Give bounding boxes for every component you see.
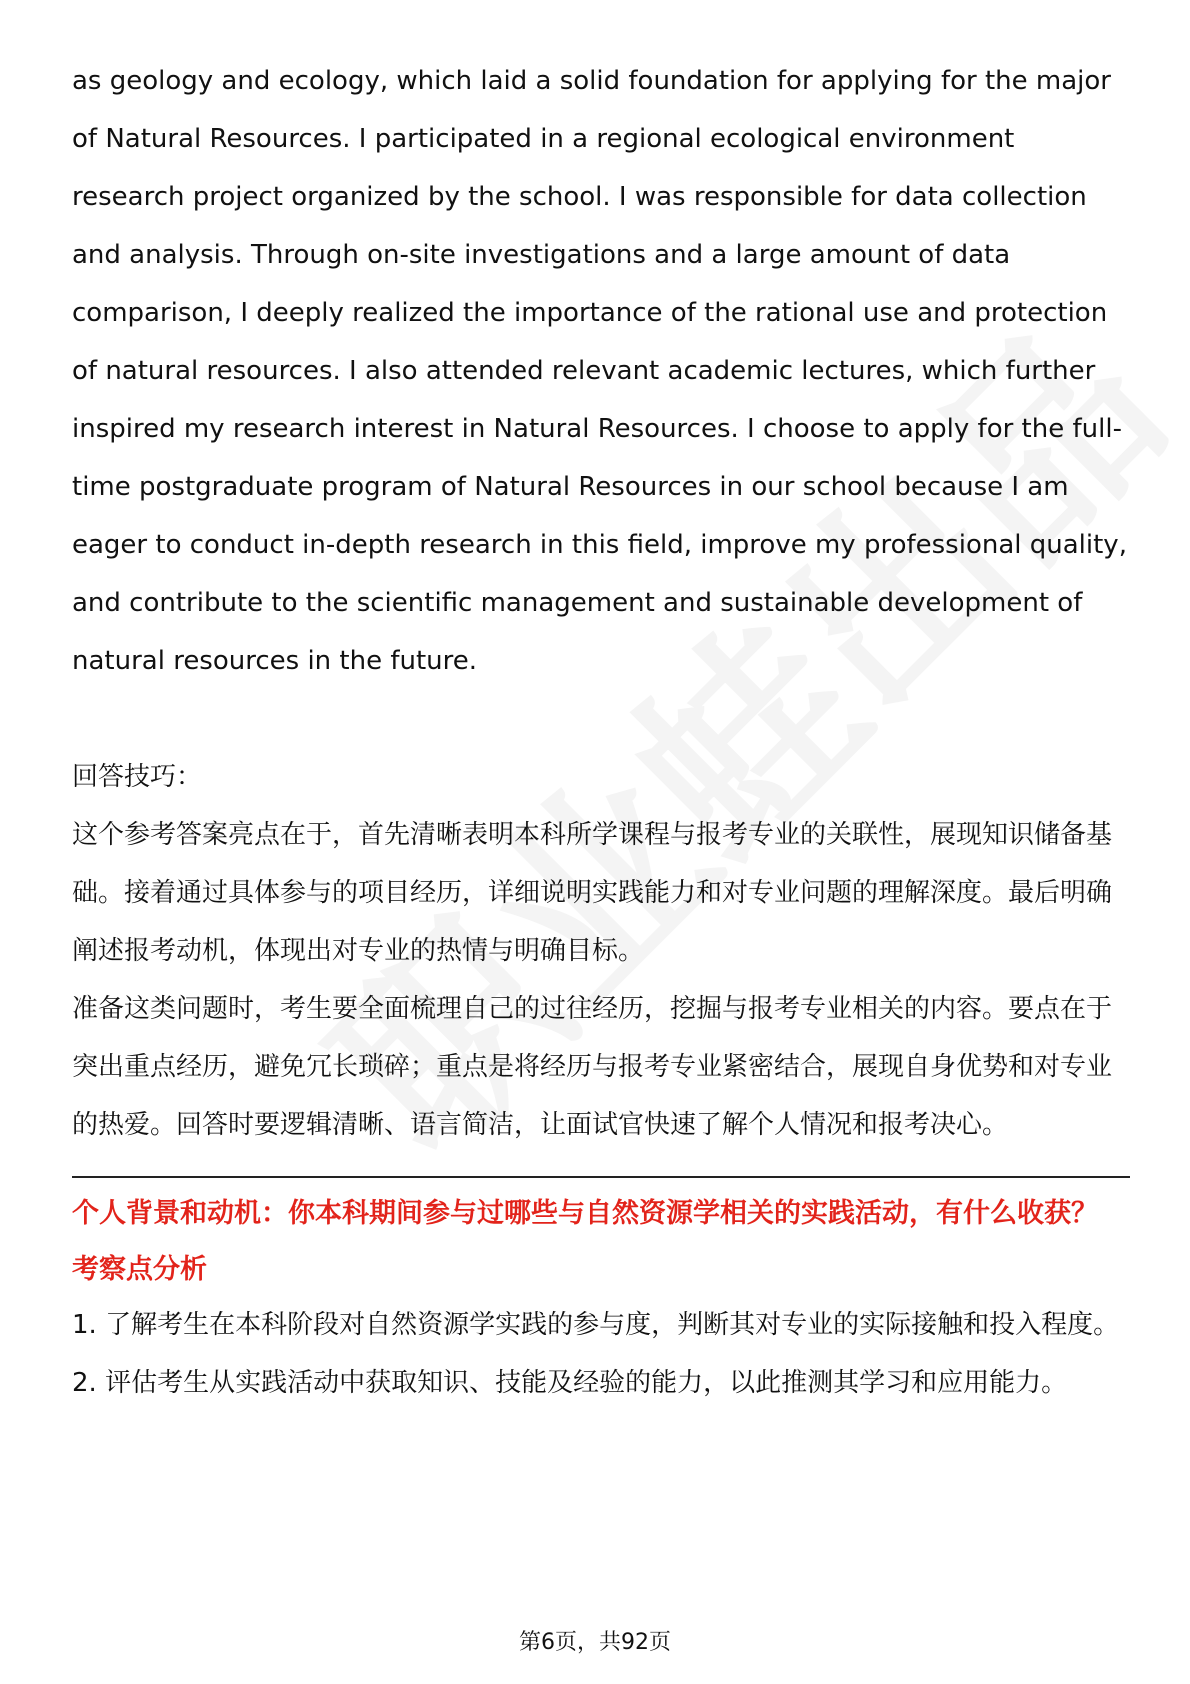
page-content xyxy=(72,52,1130,1412)
analysis-point-1: 1. 了解考生在本科阶段对自然资源学实践的参与度，判断其对专业的实际接触和投入程度。 xyxy=(72,1310,1120,1340)
page-number-footer: 第6页，共92页 xyxy=(519,1630,671,1655)
analysis-point-2: 2. 评估考生从实践活动中获取知识、技能及经验的能力，以此推测其学习和应用能力。 xyxy=(72,1368,1068,1398)
analysis-heading: 考察点分析 xyxy=(72,1254,207,1285)
tips-heading: 回答技巧： xyxy=(72,762,203,792)
tips-paragraph-2: 准备这类问题时，考生要全面梳理自己的过往经历，挖掘与报考专业相关的内容。要点在于突出重点经历，避免冗长琐碎；重点是将经历与报考专业紧密结合，展现自身优势和对专业的热爱。回答时要逻辑清晰、语言简洁，让面试官快速了解个人情况和报考决心。 xyxy=(72,994,1113,1140)
section-divider xyxy=(72,1176,1130,1178)
english-answer-paragraph: as geology and ecology, which laid a solid foundation for applying for the major of Natural Resources. I participated in a regional ecological environment research project organized by the school. I was responsible for data collection and analysis. Through on-site investigations and a large amount of data comparison, I deeply realized the importance of the rational use and protection of natural resources. I also attended relevant academic lectures, which further inspired my research interest in Natural Resources. I choose to apply for the full-time postgraduate program of Natural Resources in our school because I am eager to conduct in-depth research in this field, improve my professional quality, and contribute to the scientific management and sustainable development of natural resources in the future. xyxy=(72,66,1127,676)
question-title: 个人背景和动机：你本科期间参与过哪些与自然资源学相关的实践活动，有什么收获？ xyxy=(72,1198,1098,1229)
tips-paragraph-1: 这个参考答案亮点在于，首先清晰表明本科所学课程与报考专业的关联性，展现知识储备基础。接着通过具体参与的项目经历，详细说明实践能力和对专业问题的理解深度。最后明确阐述报考动机，体现出对专业的热情与明确目标。 xyxy=(72,820,1113,966)
